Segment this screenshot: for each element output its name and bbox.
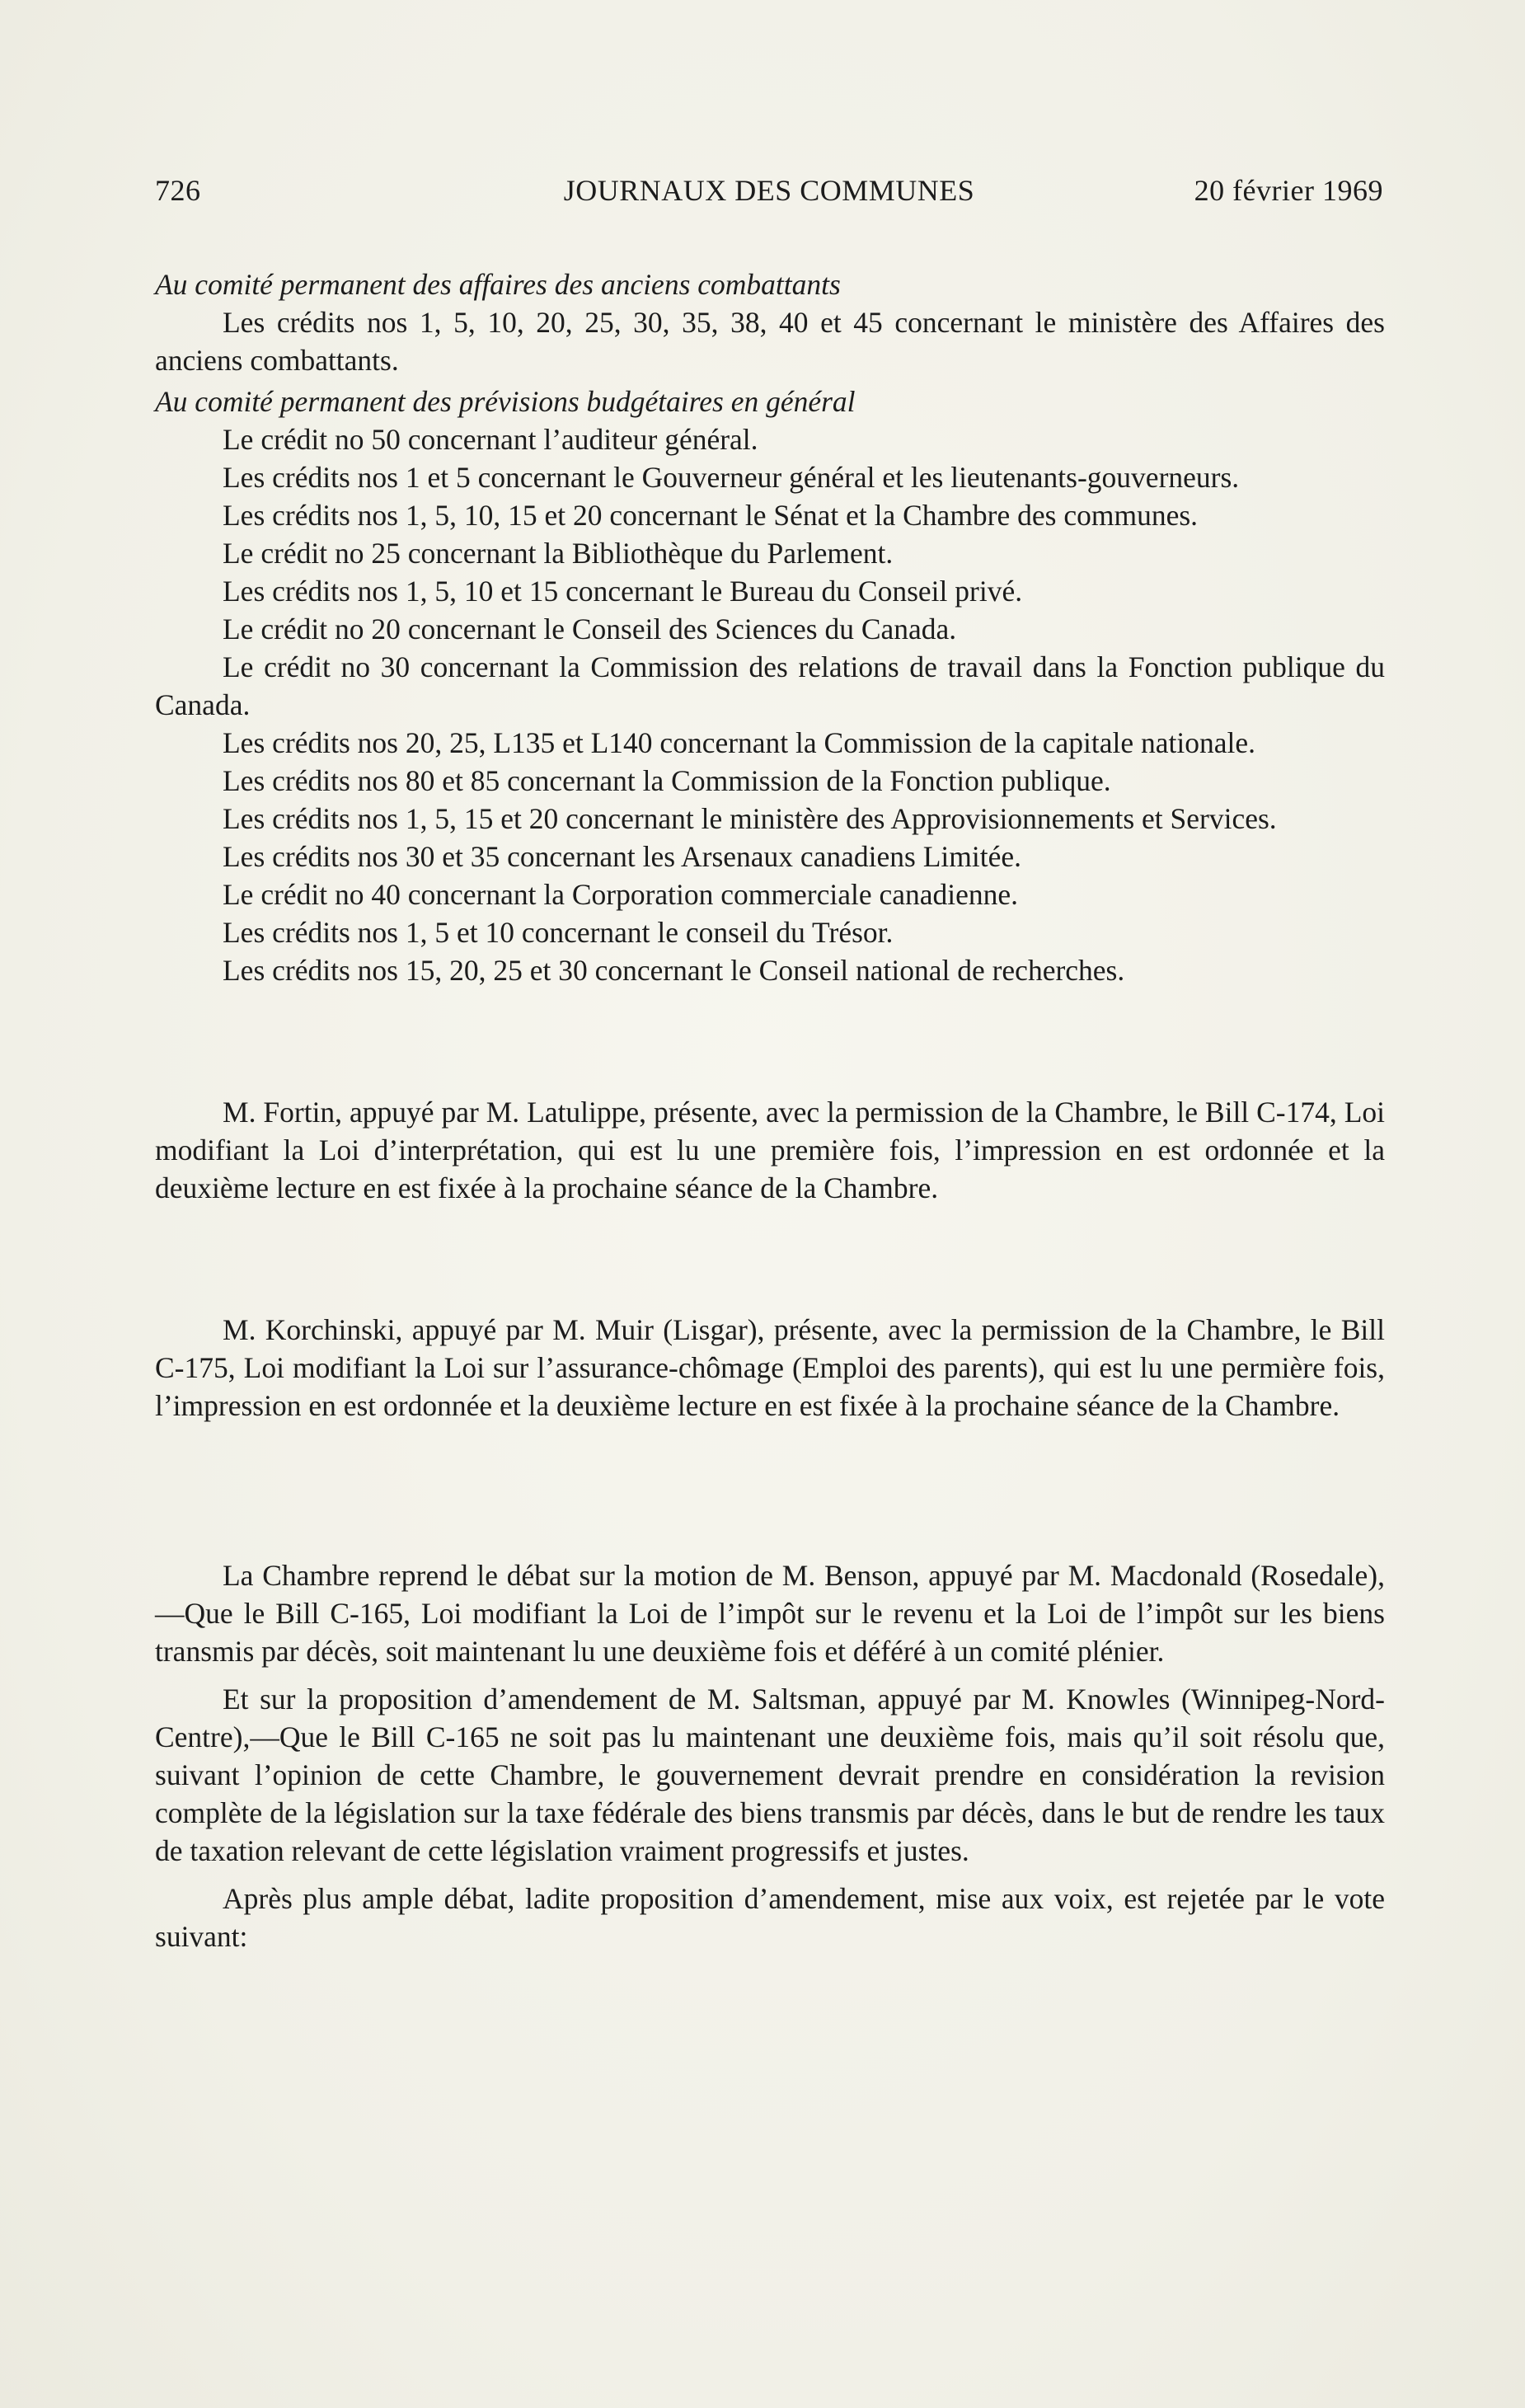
credit-item: Les crédits nos 1, 5, 10, 20, 25, 30, 35, 38, 40 et 45 concernant le ministère des Affaires des anciens combattants.: [155, 306, 1385, 377]
running-header: [155, 173, 1383, 216]
section-heading-estimates: Au comité permanent des prévisions budgétaires en général: [155, 385, 856, 418]
credit-item: Les crédits nos 15, 20, 25 et 30 concernant le Conseil national de recherches.: [223, 954, 1125, 987]
credit-item: Les crédits nos 1 et 5 concernant le Gouverneur général et les lieutenants-gouverneurs.: [223, 461, 1240, 494]
credit-item: Le crédit no 25 concernant la Bibliothèque du Parlement.: [223, 537, 894, 570]
paragraph-bill-c175: M. Korchinski, appuyé par M. Muir (Lisgar), présente, avec la permission de la Chambre, le Bill C-175, Loi modifiant la Loi sur l’assurance-chômage (Emploi des parents), qui est lu une permière fois, l’impression en est ordonnée et la deuxième lecture en est fixée à la prochaine séance de la Chambre.: [155, 1313, 1385, 1422]
header-date: 20 février 1969: [1194, 174, 1383, 207]
paragraph-vote: Après plus ample débat, ladite proposition d’amendement, mise aux voix, est rejetée par le vote suivant:: [155, 1882, 1385, 1953]
credit-item: Les crédits nos 30 et 35 concernant les Arsenaux canadiens Limitée.: [223, 840, 1022, 873]
credit-item: Le crédit no 20 concernant le Conseil des Sciences du Canada.: [223, 613, 957, 645]
credit-item: Le crédit no 50 concernant l’auditeur général.: [223, 423, 758, 456]
journal-title: JOURNAUX DES COMMUNES: [563, 174, 975, 207]
credit-item: Le crédit no 40 concernant la Corporation commerciale canadienne.: [223, 878, 1018, 911]
credit-item: Les crédits nos 80 et 85 concernant la Commission de la Fonction publique.: [223, 764, 1111, 797]
section-heading-veterans: Au comité permanent des affaires des anciens combattants: [155, 268, 841, 301]
paragraph-debate-bill-c165: La Chambre reprend le débat sur la motion de M. Benson, appuyé par M. Macdonald (Rosedale),—Que le Bill C-165, Loi modifiant la Loi de l’impôt sur le revenu et la Loi de l’impôt sur les biens transmis par décès, soit maintenant lu une deuxième fois et déféré à un comité plénier.: [155, 1559, 1385, 1668]
credit-item: Les crédits nos 1, 5, 10, 15 et 20 concernant le Sénat et la Chambre des communes.: [223, 499, 1199, 532]
credit-item: Le crédit no 30 concernant la Commission des relations de travail dans la Fonction publique du Canada.: [155, 650, 1385, 721]
paragraph-bill-c174: M. Fortin, appuyé par M. Latulippe, présente, avec la permission de la Chambre, le Bill C-174, Loi modifiant la Loi d’interprétation, qui est lu une première fois, l’impression en est ordonnée et la deuxième lecture en est fixée à la prochaine séance de la Chambre.: [155, 1096, 1385, 1204]
page-number: 726: [155, 174, 201, 207]
paragraph-amendment: Et sur la proposition d’amendement de M. Saltsman, appuyé par M. Knowles (Winnipeg-Nord-Centre),—Que le Bill C-165 ne soit pas lu maintenant une deuxième fois, mais qu’il soit résolu que, suivant l’opinion de cette Chambre, le gouvernement devrait prendre en considération la revision complète de la législation sur la taxe fédérale des biens transmis par décès, dans le but de rendre les taux de taxation relevant de cette législation vraiment progressifs et justes.: [155, 1683, 1385, 1867]
page-body: [155, 265, 1385, 1955]
credit-item: Les crédits nos 20, 25, L135 et L140 concernant la Commission de la capitale nationale.: [223, 726, 1256, 759]
credit-item: Les crédits nos 1, 5, 10 et 15 concernant le Bureau du Conseil privé.: [223, 575, 1023, 608]
credit-item: Les crédits nos 1, 5, 15 et 20 concernant le ministère des Approvisionnements et Services.: [223, 802, 1277, 835]
credit-item: Les crédits nos 1, 5 et 10 concernant le conseil du Trésor.: [223, 916, 894, 949]
